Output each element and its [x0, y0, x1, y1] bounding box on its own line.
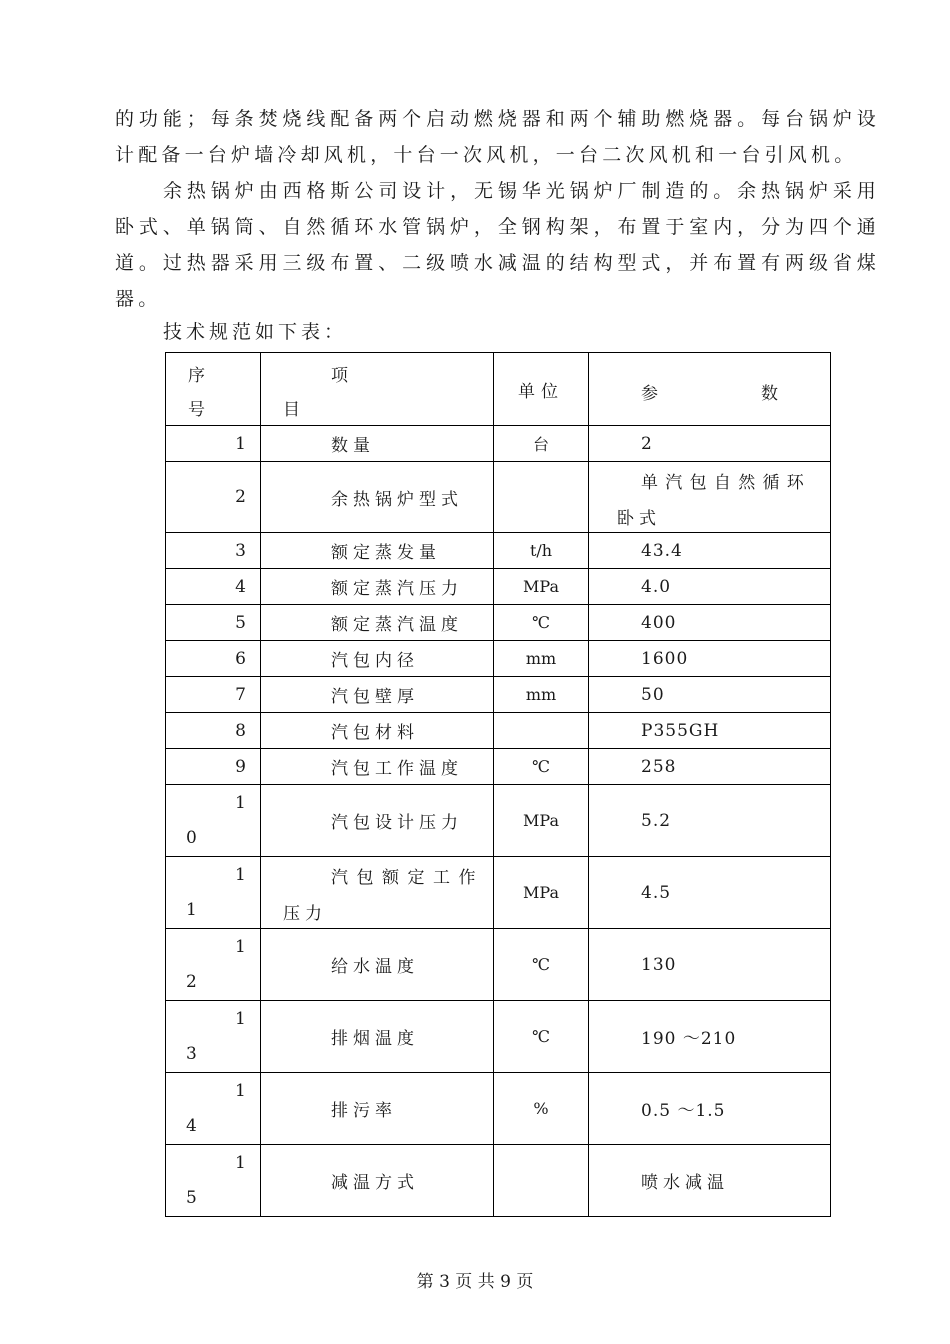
row-no: [166, 785, 261, 857]
table-row: [166, 462, 831, 533]
row-param: 50: [589, 677, 831, 713]
header-param-b: 数: [761, 384, 778, 404]
row-item: 额定蒸汽压力: [261, 569, 494, 605]
row-item-bottom: 压力: [283, 904, 327, 924]
row-unit: ℃: [494, 749, 589, 785]
row-no: 9: [166, 749, 261, 785]
row-param-bottom: 卧式: [617, 509, 661, 529]
row-unit: mm: [494, 641, 589, 677]
row-no: [166, 857, 261, 929]
table-row: [166, 929, 831, 1001]
row-item-top: 汽包额定工作: [331, 868, 484, 888]
table-row: [166, 749, 831, 785]
row-param: 258: [589, 749, 831, 785]
row-param-top: 单汽包自然循环: [641, 473, 812, 493]
row-no-top: 1: [235, 1081, 246, 1101]
table-row: [166, 569, 831, 605]
row-no-bottom: 3: [186, 1044, 197, 1064]
row-param: 130: [589, 929, 831, 1001]
row-unit: [494, 1145, 589, 1217]
header-item-top: 项: [331, 366, 348, 386]
row-item: 汽包材料: [261, 713, 494, 749]
header-no: [166, 353, 261, 426]
spec-table: [165, 352, 831, 1217]
row-param: 2: [589, 426, 831, 462]
table-row: [166, 857, 831, 929]
row-no-top: 1: [235, 937, 246, 957]
row-no: [166, 1145, 261, 1217]
row-item: 减温方式: [261, 1145, 494, 1217]
row-no: [166, 1073, 261, 1145]
row-param: [589, 462, 831, 533]
table-row: [166, 1145, 831, 1217]
row-param: 43.4: [589, 533, 831, 569]
row-no-bottom: 1: [186, 900, 197, 920]
row-item: 排烟温度: [261, 1001, 494, 1073]
row-unit: t/h: [494, 533, 589, 569]
row-item: 汽包壁厚: [261, 677, 494, 713]
row-param: 5.2: [589, 785, 831, 857]
table-row: [166, 426, 831, 462]
row-item: 给水温度: [261, 929, 494, 1001]
row-no-bottom: 0: [186, 828, 197, 848]
header-item: [261, 353, 494, 426]
row-unit: 台: [494, 426, 589, 462]
row-item: [261, 857, 494, 929]
header-no-bottom: 号: [188, 400, 208, 420]
row-item: 排污率: [261, 1073, 494, 1145]
row-param: 4.0: [589, 569, 831, 605]
row-no: 7: [166, 677, 261, 713]
row-unit: MPa: [494, 857, 589, 929]
body-paragraph-1: 的功能；每条焚烧线配备两个启动燃烧器和两个辅助燃烧器。每台锅炉设计配备一台炉墙冷却风机，十台一次风机，一台二次风机和一台引风机。: [115, 108, 880, 166]
row-param: 400: [589, 605, 831, 641]
header-item-bottom: 目: [283, 400, 300, 420]
row-unit: MPa: [494, 569, 589, 605]
row-no: 4: [166, 569, 261, 605]
table-row: [166, 641, 831, 677]
row-unit: [494, 462, 589, 533]
row-no-top: 1: [235, 1009, 246, 1029]
page-footer: 第 3 页 共 9 页: [416, 1272, 534, 1292]
row-item: 汽包内径: [261, 641, 494, 677]
row-no: 3: [166, 533, 261, 569]
row-unit: MPa: [494, 785, 589, 857]
row-param: 190 ～210: [589, 1001, 831, 1073]
row-item: 汽包设计压力: [261, 785, 494, 857]
row-no-bottom: 2: [186, 972, 197, 992]
row-unit: mm: [494, 677, 589, 713]
table-row: [166, 1001, 831, 1073]
body-paragraph-2: 余热锅炉由西格斯公司设计，无锡华光锅炉厂制造的。余热锅炉采用卧式、单锅筒、自然循环水管锅炉，全钢构架，布置于室内，分为四个通道。过热器采用三级布置、二级喷水减温的结构型式，并布置有两级省煤器。: [115, 180, 880, 310]
row-param: 1600: [589, 641, 831, 677]
row-item: 余热锅炉型式: [261, 462, 494, 533]
row-unit: [494, 713, 589, 749]
row-unit: ℃: [494, 605, 589, 641]
row-no: 1: [166, 426, 261, 462]
row-param: 4.5: [589, 857, 831, 929]
table-row: [166, 605, 831, 641]
row-param: P355GH: [589, 713, 831, 749]
row-param: 0.5 ～1.5: [589, 1073, 831, 1145]
row-param: 喷水减温: [589, 1145, 831, 1217]
row-no-top: 1: [235, 793, 246, 813]
table-row: [166, 677, 831, 713]
table-row: [166, 785, 831, 857]
table-row: [166, 1073, 831, 1145]
row-no-bottom: 5: [186, 1188, 197, 1208]
row-unit: %: [494, 1073, 589, 1145]
row-item: 额定蒸汽温度: [261, 605, 494, 641]
row-no-bottom: 4: [186, 1116, 197, 1136]
header-param-a: 参: [641, 384, 658, 404]
table-row: [166, 533, 831, 569]
header-no-top: 序: [188, 366, 208, 386]
row-item: 汽包工作温度: [261, 749, 494, 785]
table-caption: 技术规范如下表：: [163, 321, 348, 343]
header-param: [589, 353, 831, 426]
row-no: [166, 929, 261, 1001]
row-item: 数量: [261, 426, 494, 462]
row-no: 6: [166, 641, 261, 677]
row-unit: ℃: [494, 929, 589, 1001]
table-header-row: [166, 353, 831, 426]
row-no: 8: [166, 713, 261, 749]
row-no-top: 1: [235, 1153, 246, 1173]
header-unit: 单位: [494, 353, 589, 426]
row-unit: ℃: [494, 1001, 589, 1073]
row-no: 2: [166, 462, 261, 533]
row-no: [166, 1001, 261, 1073]
row-no: 5: [166, 605, 261, 641]
row-item: 额定蒸发量: [261, 533, 494, 569]
row-no-top: 1: [235, 865, 246, 885]
table-row: [166, 713, 831, 749]
